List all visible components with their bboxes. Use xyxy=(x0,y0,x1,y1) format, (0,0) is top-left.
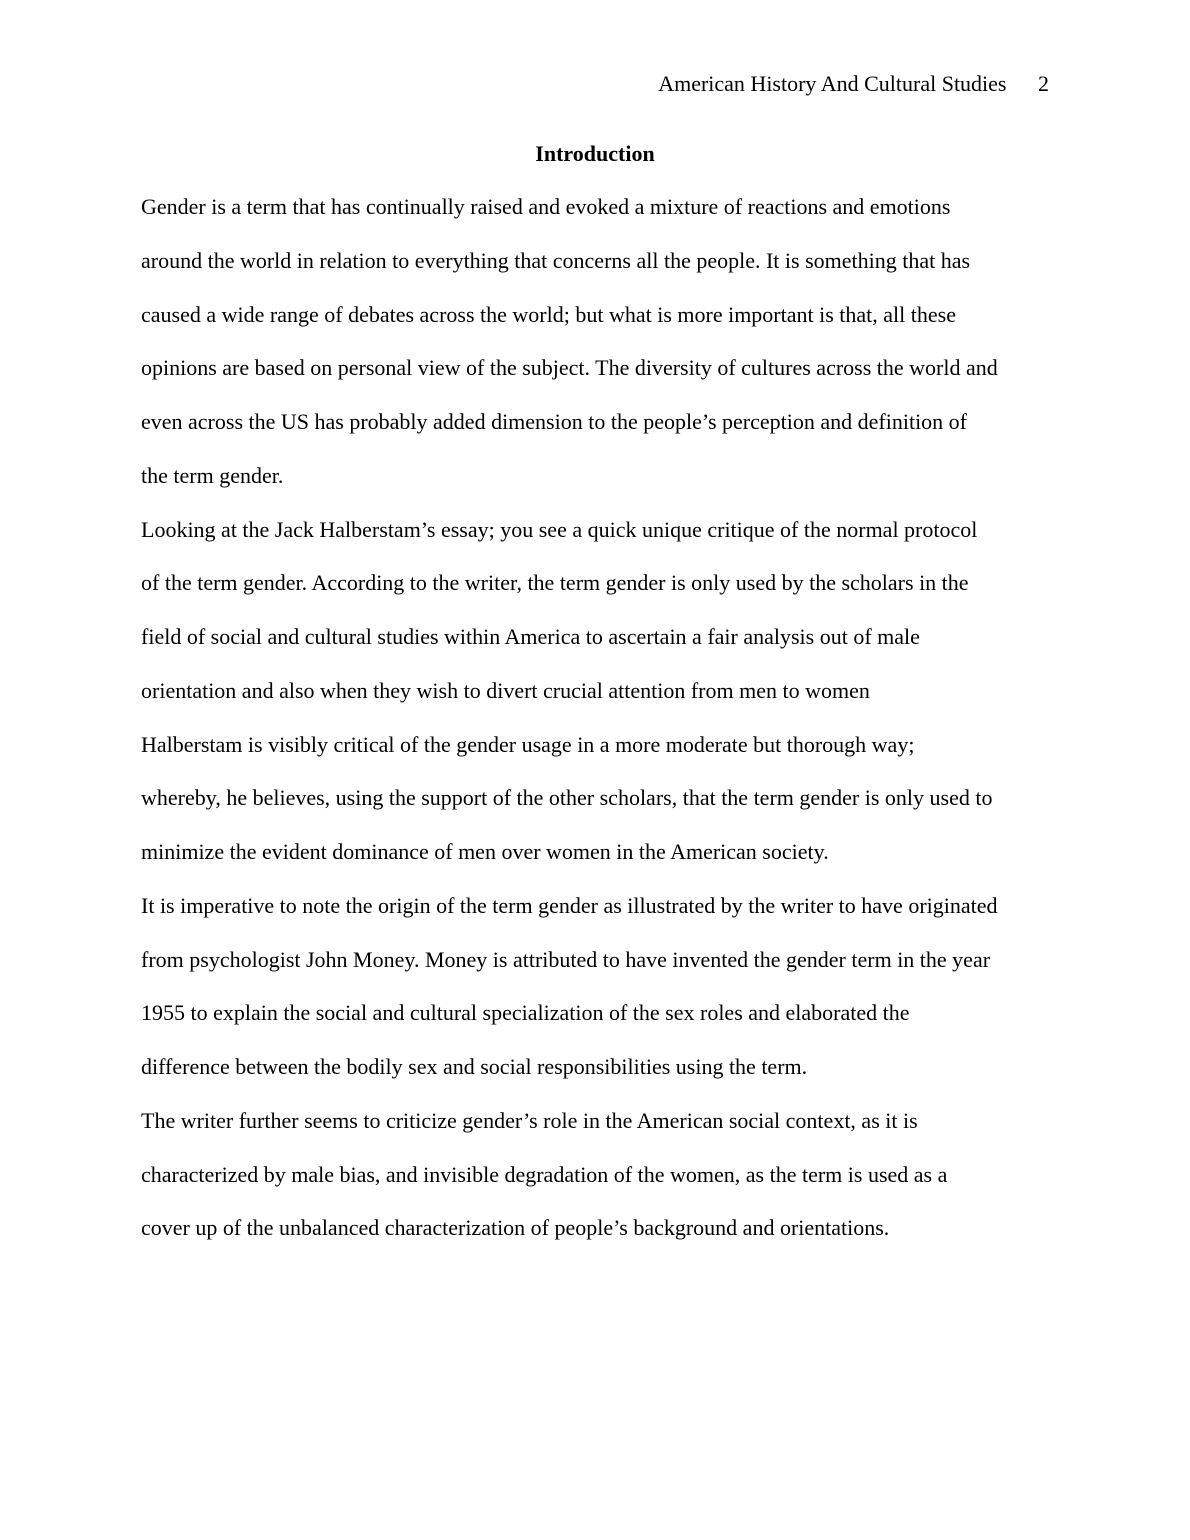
paragraph-line: Gender is a term that has continually raised and evoked a mixture of reactions and emotions xyxy=(141,194,951,219)
paragraph-line: even across the US has probably added dimension to the people’s perception and definition of xyxy=(141,409,968,434)
page-number: 2 xyxy=(1038,71,1049,96)
paragraph-line: the term gender. xyxy=(141,462,284,488)
paragraph-line: The writer further seems to criticize gender’s role in the American social context, as it is xyxy=(141,1107,918,1133)
paragraph-line: field of social and cultural studies within America to ascertain a fair analysis out of male xyxy=(141,624,920,649)
paragraph-line: Halberstam is visibly critical of the gender usage in a more moderate but thorough way; xyxy=(141,731,915,757)
paragraph-line: orientation and also when they wish to divert crucial attention from men to women xyxy=(141,677,870,703)
paragraph-line: minimize the evident dominance of men over women in the American society. xyxy=(141,839,829,864)
body-text xyxy=(141,180,1056,1255)
paragraph-line: characterized by male bias, and invisible degradation of the women, as the term is used as a xyxy=(141,1161,948,1187)
running-header xyxy=(658,70,1049,98)
paragraph-line: from psychologist John Money. Money is attributed to have invented the gender term in the year xyxy=(141,946,991,972)
paragraph-line: caused a wide range of debates across the world; but what is more important is that, all these xyxy=(141,301,956,327)
paragraph-line: opinions are based on personal view of the subject. The diversity of cultures across the world and xyxy=(141,355,998,381)
paragraph-line: difference between the bodily sex and social responsibilities using the term. xyxy=(141,1054,808,1079)
running-head-title: American History And Cultural Studies xyxy=(658,71,1007,96)
section-heading: Introduction xyxy=(535,141,655,166)
paragraph-line: whereby, he believes, using the support of the other scholars, that the term gender is only used to xyxy=(141,785,993,811)
paragraph-line: cover up of the unbalanced characterization of people’s background and orientations. xyxy=(141,1215,890,1241)
paragraph-1 xyxy=(141,180,1056,503)
paragraph-2 xyxy=(141,503,1056,879)
paragraph-line: Looking at the Jack Halberstam’s essay; you see a quick unique critique of the normal protocol xyxy=(141,516,978,542)
paragraph-4 xyxy=(141,1094,1056,1255)
paragraph-line: 1955 to explain the social and cultural specialization of the sex roles and elaborated the xyxy=(141,1000,910,1026)
paragraph-line: It is imperative to note the origin of the term gender as illustrated by the writer to have originated xyxy=(141,892,998,918)
paragraph-line: of the term gender. According to the writer, the term gender is only used by the scholars in the xyxy=(141,570,969,596)
paragraph-3 xyxy=(141,879,1056,1094)
paragraph-line: around the world in relation to everything that concerns all the people. It is something that has xyxy=(141,247,971,273)
